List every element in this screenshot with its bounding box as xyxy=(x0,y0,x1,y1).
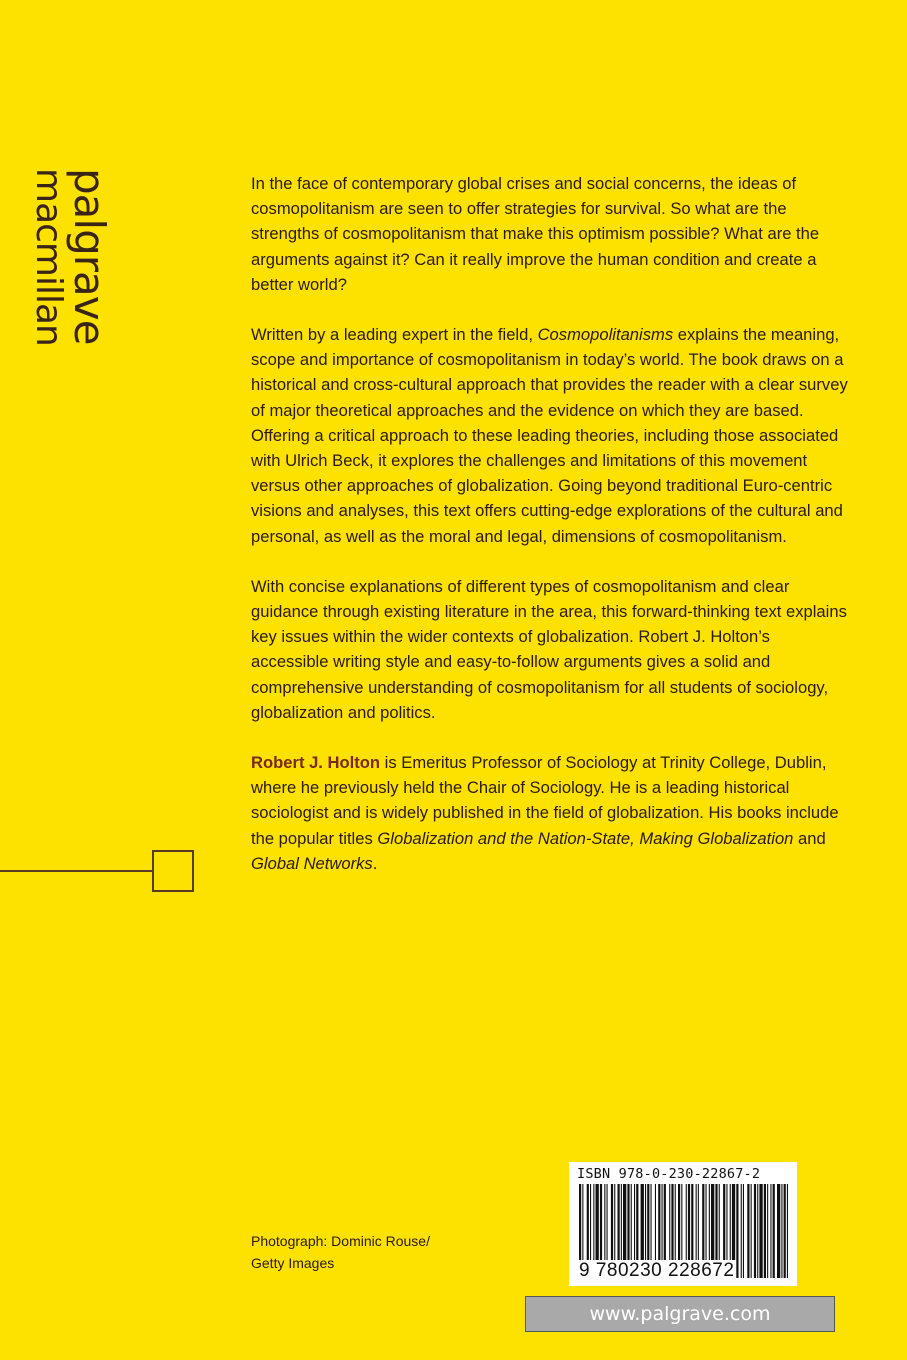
barcode-bar xyxy=(747,1184,749,1278)
author-book-3: Global Networks xyxy=(251,853,373,873)
blurb-paragraph-3: With concise explanations of different types of cosmopolitanism and clear guidance through existing literature in the area, this forward-thinking text explains key issues within the wider contexts of globalization. Robert J. Holton’s accessible writing style and easy-to-follow arguments gives a solid and comprehensive understanding of cosmopolitanism for all students of sociology, globalization and politics. xyxy=(251,576,847,722)
book-title: Cosmopolitanisms xyxy=(537,325,674,345)
isbn-barcode xyxy=(569,1162,797,1286)
decorative-rule xyxy=(0,870,152,872)
blurb-paragraph-2 xyxy=(251,322,851,549)
isbn-label: ISBN 978-0-230-22867-2 xyxy=(577,1166,761,1182)
barcode-bar xyxy=(781,1184,782,1278)
blurb-paragraph-1: In the face of contemporary global crises and social concerns, the ideas of cosmopolitanism are seen to offer strategies for survival. So what are the strengths of cosmopolitanism that make this optimism possible? What are the arguments against it? Can it really improve the human condition and create a better world? xyxy=(251,174,820,294)
photo-credit xyxy=(251,1230,430,1274)
publisher-website[interactable]: www.palgrave.com xyxy=(525,1296,835,1332)
publisher-logo-line2: macmillan xyxy=(28,168,69,346)
author-bio-end: . xyxy=(372,853,378,873)
blurb-p2-before: Written by a leading expert in the field, xyxy=(251,325,538,345)
blurb-p2-after: explains the meaning, scope and importance of cosmopolitanism in today’s world. The book draws on a historical and cross-cultural approach that provides the reader with a clear survey of major theoretical approaches and the evidence on which they are based. Offering a critical approach to these leading theories, including those associated with Ulrich Beck, it explores the challenges and limitations of this movement versus other approaches of globalization. Going beyond traditional Euro-centric visions and analyses, this text offers cutting-edge explorations of the cultural and personal, as well as the moral and legal, dimensions of cosmopolitanism. xyxy=(251,325,848,546)
ean-digits: 9 780230 228672 xyxy=(579,1260,735,1281)
publisher-logo xyxy=(20,168,114,368)
barcode-bar xyxy=(759,1184,762,1278)
barcode-bar xyxy=(741,1184,742,1278)
photo-credit-line1: Photograph: Dominic Rouse/ xyxy=(251,1233,430,1249)
author-bio-text: is Emeritus Professor of Sociology at Trinity College, Dublin, where he previously held the Chair of Sociology. He is a leading historical sociologist and is widely published in the field of globalization. His books include the popular titles xyxy=(251,753,839,848)
author-bio xyxy=(251,750,851,876)
barcode-bar xyxy=(770,1184,771,1278)
barcode-bar xyxy=(773,1184,775,1278)
decorative-square xyxy=(152,850,194,892)
author-book-2: Making Globalization xyxy=(639,828,794,848)
barcode-bar xyxy=(784,1184,786,1278)
barcode-bar xyxy=(764,1184,766,1278)
author-book-1: Globalization and the Nation-State, xyxy=(377,828,635,848)
photo-credit-line2: Getty Images xyxy=(251,1255,335,1271)
barcode-bar xyxy=(767,1184,768,1278)
barcode-bar xyxy=(757,1184,758,1278)
blurb-text xyxy=(251,171,851,901)
barcode-bar xyxy=(751,1184,752,1278)
barcode-bar xyxy=(754,1184,756,1278)
author-bio-sep2: and xyxy=(793,828,826,848)
barcode-bar xyxy=(787,1184,788,1278)
barcode-bar xyxy=(743,1184,744,1278)
author-name: Robert J. Holton xyxy=(251,753,381,773)
publisher-logo-line1: palgrave xyxy=(65,168,114,345)
barcode-bar xyxy=(736,1184,738,1278)
barcode-bar xyxy=(777,1184,780,1278)
